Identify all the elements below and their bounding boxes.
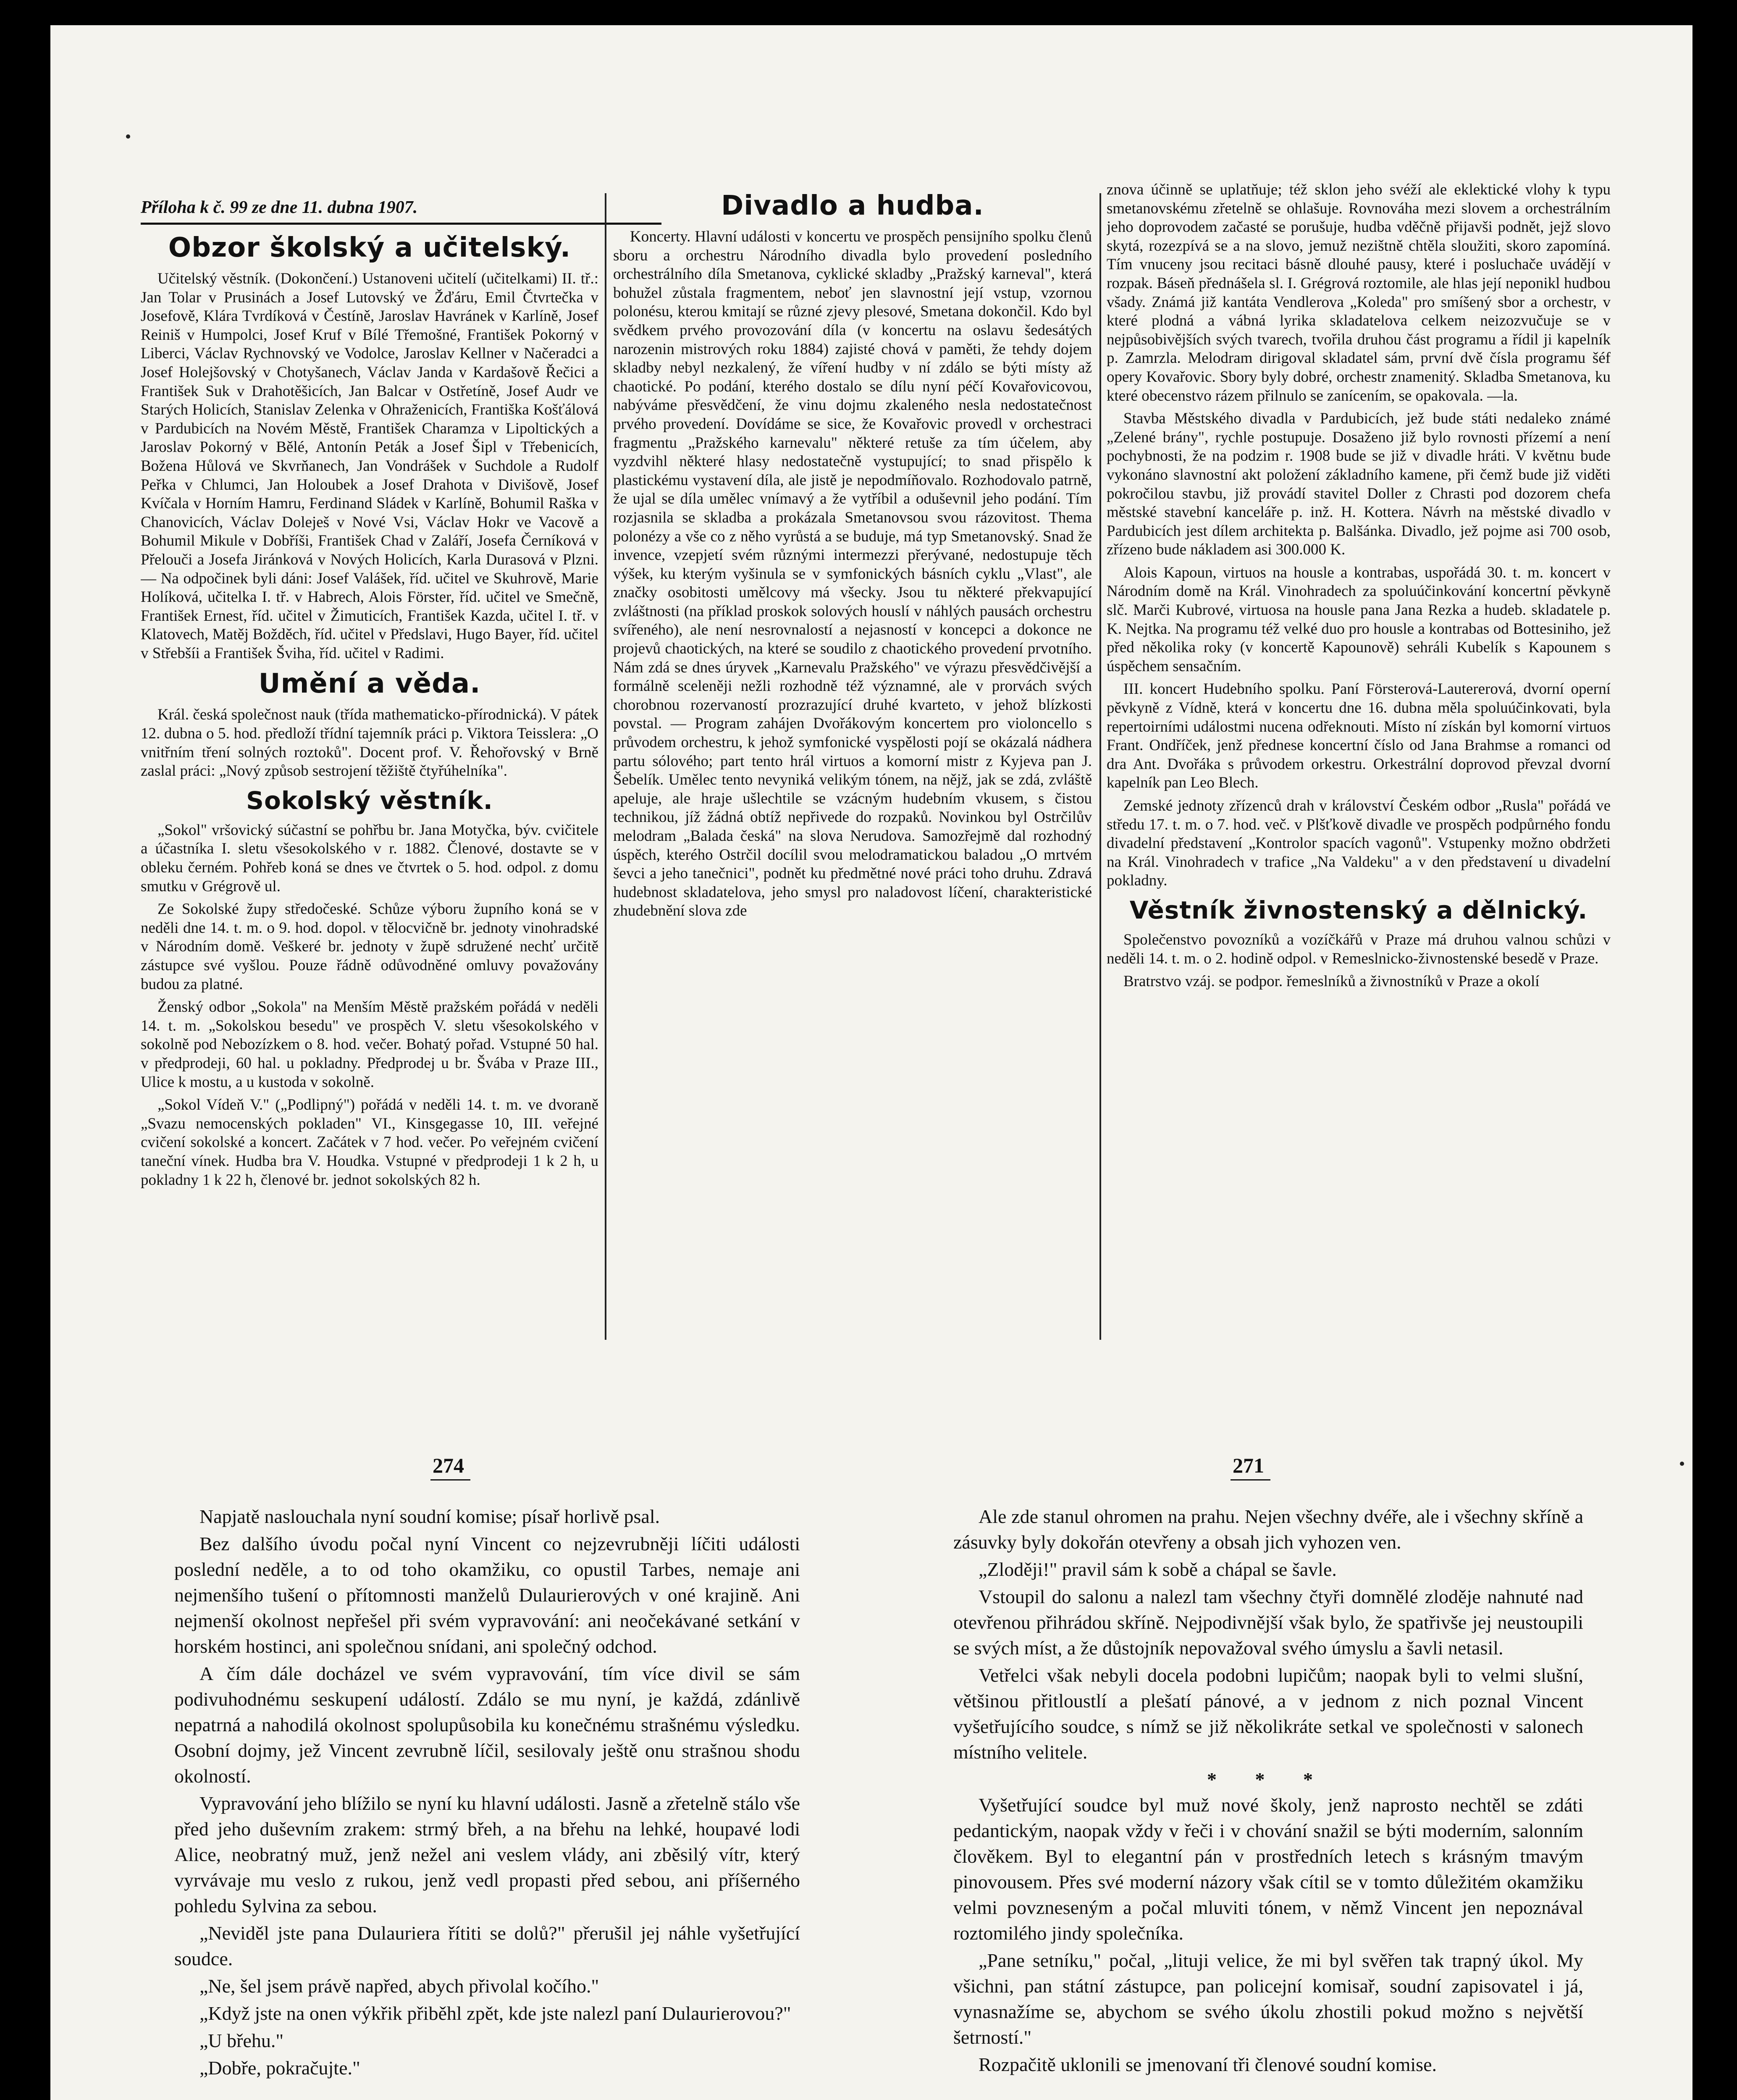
trade-paragraph: Bratrstvo vzáj. se podpor. řemeslníků a živnostníků v Praze a okolí (1123, 973, 1540, 990)
sokol-paragraph: „Sokol Vídeň V." („Podlipný") pořádá v neděli 14. t. m. ve dvoraně „Svazu nemocenských pokladen" VI., Kinsgegasse 10, III. veřejné cvičení sokolské a koncert. Začátek v 7 hod. večer. Po veřejném cvičení taneční vínek. Hudba bra V. Houdka. Vstupné v předprodeji 1 k 2 h, u pokladny 1 k 22 h, členové br. jednot sokolských 82 h. (141, 1096, 598, 1189)
scan-speck (126, 134, 130, 139)
book-paragraph: A čím dále docházel ve svém vypravování, tím více divil se sám podivuhodnému seskupení událostí. Zdálo se mu nyní, je každá, zdánlivě nepatrná a nahodilá okolnost spolupůsobila ku konečnému strašnému výsledku. Osobní dojmy, jež Vincent zevrubně líčil, sesilovaly ještě onu strašnou shodu okolností. (174, 1663, 800, 1787)
music-paragraph: Zemské jednoty zřízenců drah v království Českém odbor „Rusla" pořádá ve středu 17. t. m. o 7. hod. več. v Plšťkově divadle ve prospěch podpůrného fondu divadelní představení „Kontrolor spacích vagonů". Vstupenky možno obdržeti na Král. Vinohradech v trafice „Na Valdeku" a v den představení u divadelní pokladny. (1107, 797, 1611, 890)
art-paragraph: Král. česká společnost nauk (třída mathematicko-přírodnická). V pátek 12. dubna o 5. hod. předloží třídní tajemník práci p. Viktora Teisslera: „O vnitřním tření solných roztoků". Docent prof. V. Řehořovský v Brně zaslal práci: „Nový způsob sestrojení těžiště čtyřúhelníka". (141, 706, 598, 780)
sokol-paragraph: „Sokol" vršovický súčastní se pohřbu br. Jana Motyčka, býv. cvičitele a účastníka I. sletu všesokolského v r. 1882. Členové, dostavte se v obleku černém. Pohřeb koná se dnes ve čtvrtek o 5. hod. odpol. z domu smutku v Grégrově ul. (141, 821, 598, 895)
supplement-header: Příloha k č. 99 ze dne 11. dubna 1907. (141, 198, 418, 217)
header-rule (141, 223, 661, 225)
theatre-paragraph: Koncerty. Hlavní události v koncertu ve prospěch pensijního spolku členů sboru a orchestru Národního divadla bylo provedení posledního orchestrálního díla Smetanova, cyklické skladby „Pražský karneval", která bohužel zůstala fragmentem, neboť jen slavnostní její vstup, vzornou polonésu, kterou kmitají se různé zjevy plesové, Smetana dokončil. Kdo byl svědkem prvého provozování díla (v koncertu na oslavu šedesátých narozenin mistrových roku 1884) zajisté chová v paměti, že tehdy dojem skladby nebyl nezkalený, že víření hudby v ní zdálo se býti místy až chaotické. Po podání, kterého dostalo se dílu nyní péčí Kovařovicovou, nabýváme přesvědčení, že vinu dojmu zkaleného nesla nedostatečnost prvého provedení. Dovídáme se sice, že Kovařovic provedl v orchestraci fragmentu „Pražského karnevalu" některé retuše za tím účelem, aby vyzdvihl některé hlasy nedostatečně vystupující; to snad přispělo k plastickému vystavení díla, ale jistě je nepodmíňovalo. Rozhodovalo patrně, že ujal se díla umělec vnímavý a že vytříbil a oduševnil jeho podání. Tím rozjasnila se skladba a prokázala Smetanovsou svou rázovitost. Thema polonézy a vše co z něho vyrůstá a se buduje, má typ Smetanovský. Snad že invence, vzepjetí svém různými intermezzi přerývané, nedostupuje těch výšek, ku kterým vyšinula se v symfonických básních cyklu „Vlast", ale značky osobitosti umělcovy má všecky. Jsou tu některé překvapující zvláštnosti (na příklad proskok solových houslí v náhlých pausách orchestru svířeného), ale není nesrovnalostí a nejasností v koncepci a dokonce ne projevů chaotických, na které se soudilo z chaotického provedení prvotního. Nám zdá se dnes úryvek „Karnevalu Pražského" ve výrazu přesvědčivější a formálně sceleněji nežli rozhodně též významné, ale v prorvách svých chorobnou rozervaností prozrazující druhé kvarteto, v jehož blízkosti povstal. — Program zahájen Dvořákovým koncertem pro violoncello s průvodem orchestru, k jehož symfonické vyspělosti pojí se okázalá nádhera partu sólového; part tento hrál virtuos a komorní mistr z Kyjeva pan J. Šebelík. Umělec tento nevyniká velikým tónem, na nějž, jak se zdá, zvláště apeluje, ale hraje ušlechtile se vzácným hudebním vkusem, s čistou technikou, jíž žádná obtíž nepřivede do rozpaků. Novinkou byl Ostrčilův melodram „Balada česká" na slova Nerudova. Samozřejmě dal rozhodný úspěch, kterého Ostrčil docílil svou melodramatickou baladou „O mrtvém ševci a jeho tanečnici", podnět ku předmětné nové práci toho druhu. Zdravá hudebnost skladatelova, jeho smysl pro naladovost líčení, charakteristické zhudebnění slova zde (613, 228, 1092, 920)
column-divider (605, 193, 606, 1340)
book-paragraph: „Pane setníku," počal, „lituji velice, že mi byl svěřen tak trapný úkol. My všichni, pan státní zástupce, pan policejní komisař, soudní zapisovatel i já, vynasnažíme se, abychom se svého úkolu zhostili pokud možno s největší šetrností." (953, 1950, 1583, 2048)
page-number-right: 271 (1233, 1454, 1264, 1477)
music-paragraph: Alois Kapoun, virtuos na housle a kontrabas, uspořádá 30. t. m. koncert v Národním domě na Král. Vinohradech za spoluúčinkování koncertní pěvkyně slč. Marči Kubrové, virtuosa na housle pana Jana Rezka a hudeb. skladatele p. K. Nejtka. Na programu též velké duo pro housle a kontrabas od Bottesiniho, jež před několika roky (v koncertě Kapounově) sehráli Kubelík s Kapounem s úspěchem sensačním. (1107, 564, 1611, 675)
theatre-section-title: Divadlo a hudba. (721, 190, 984, 221)
school-paragraph: Učitelský věstník. (Dokončení.) Ustanoveni učitelí (učitelkami) II. tř.: Jan Tolar v Prusinách a Josef Lutovský ve Žďáru, Emil Čtvrtečka v Josefově, Klára Tvrdíková v Čestíně, Jaroslav Havránek v Karlíně, Josef Reiniš v Humpolci, Josef Kruf v Bílé Třemošné, František Pokorný v Liberci, Václav Rychnovský ve Vodolce, Jaroslav Kellner v Načeradci a Josef Holejšovský v Chotyšanech, Václav Janda v Kardašově Řečici a František Suk v Drahotěšicích, Jan Balcar v Ostřetíně, Josef Audr ve Starých Holicích, Stanislav Zelenka v Ohraženicích, Františka Košťálová v Pardubicích na Novém Městě, František Charamza v Lipoltických a Jaroslav Pokorný v Bělé, Antonín Peták a Josef Šipl v Třebenicích, Božena Hůlová ve Skvrňanech, Jan Vondrášek v Suchdole a Rudolf Peřka v Chlumci, Jan Holoubek a Josef Drahota v Divišově, Josef Kvíčala v Horním Hamru, Ferdinand Sládek v Karlíně, Bohumil Raška v Chanovicích, Václav Doleješ v Nové Vsi, Václav Hokr ve Vacově a Bohumil Mikule v Dobříši, František Chad v Zaláří, Josefa Černíková v Přelouči a Josefa Jiránková v Nových Holicích, Karla Durasová v Plzni. — Na odpočinek byli dáni: Josef Valášek, říd. učitel ve Skuhrově, Marie Holíková, učitelka I. tř. v Habrech, Alois Förster, říd. učitel ve Smečně, František Ernest, říd. učitel v Žimuticích, František Kazda, učitel I. tř. v Klatovech, Matěj Božděch, říd. učitel v Předslavi, Hugo Bayer, říd. učitel v Střebšíi a František Šviha, říd. učitel v Radimi. (141, 270, 598, 662)
trade-section-title: Věstník živnostenský a dělnický. (1129, 895, 1588, 924)
book-paragraph: Vetřelci však nebyli docela podobni lupičům; naopak byli to velmi slušní, většinou přitloustlí a plešatí pánové, a v jednom z nich poznal Vincent vyšetřujícího soudce, s nímž se již několikráte setkal ve společnosti v salonech místního velitele. (953, 1664, 1583, 1763)
page-number-left: 274 (433, 1454, 464, 1477)
book-paragraph: „Neviděl jste pana Dulauriera řítiti se dolů?" přerušil jej náhle vyšetřující soudce. (174, 1922, 800, 1969)
book-paragraph: Napjatě naslouchala nyní soudní komise; písař horlivě psal. (199, 1506, 660, 1527)
book-paragraph: Vyšetřující soudce byl muž nové školy, jenž naprosto nechtěl se zdáti pedantickým, naopak vždy v řeči i v chování snažil se býti moderním, salonním člověkem. Byl to elegantní pán v prostředních letech s krásným tmavým pinovousem. Přes své moderní názory však cítil se v tomto důležitém okamžiku velmi povzneseným a počal mluviti tónem, v němž Vincent jen nepoznával roztomilého jindy společníka. (953, 1794, 1583, 1944)
music-paragraph: znova účinně se uplatňuje; též sklon jeho svéží ale eklektické vlohy k typu smetanovskému zřetelně se ohlašuje. Rovnováha mezi slovem a orchestrálním jeho doprovodem začasté se porušuje, hudba vděčně přijavši podnět, jejž slovo skytá, rozezpívá se a na slovo, jemuž nezištně chtěla sloužiti, skoro zapomíná. Tím vnuceny jsou recitaci básně dlouhé pausy, které i posluchače uvádějí v rozpak. Báseň přednášela sl. I. Grégrová roztomile, ale hlas její neponikl hudbou všady. Známá již kantáta Vendlerova „Koleda" pro smíšený sbor a orchestr, v které plodná a vábná lyrika skladatelova celkem neizozvučuje se v nejpůsobivějších svých tvarech, tvořila druhou část programu a řídil ji kapelník p. Zamrzla. Melodram dirigoval skladatel sám, první dvě čísla programu šéf opery Kovařovic. Sbory byly dobré, orchestr znamenitý. Skladba Smetanova, ku které obecenstvo rázem přilnulo se zanícením, se opakovala. —la. (1107, 181, 1611, 404)
newspaper-column-middle (613, 185, 1092, 1352)
book-paragraph: Vypravování jeho blížilo se nyní ku hlavní události. Jasně a zřetelně stálo vše před jeho duševním zrakem: strmý břeh, a na břehu na lehké, houpavé lodi Alice, neobratný muž, jenž nežel ani veslem vlády, ani zběsilý vítr, který vyrvávaje mu veslo z rukou, jenž vedl propasti před sebou, ani příšerného pohledu Sylvina za sebou. (174, 1793, 800, 1916)
art-section-title: Umění a věda. (258, 668, 481, 700)
scanned-page (50, 25, 1692, 2100)
book-paragraph: Vstoupil do salonu a nalezl tam všechny čtyři domnělé zloděje nahnuté nad otevřenou přihrádou skříně. Nejpodivnější však bylo, že spatřivše jej neustoupili se svých míst, a že důstojník nepovažoval svého úmyslu a šavli netasil. (953, 1586, 1583, 1659)
sokol-paragraph: Ze Sokolské župy středočeské. Schůze výboru župního koná se v neděli dne 14. t. m. o 9. hod. dopol. v tělocvičně br. jednoty vinohradské v Národním domě. Veškeré br. jednoty v župě sdružené nechť určitě zástupce své vyšlou. Pouze řádně odůvodněné omluvy považovány budou za platné. (141, 900, 598, 993)
school-section-title: Obzor školský a učitelský. (168, 232, 571, 263)
book-page-right (953, 1504, 1583, 2100)
book-paragraph: „Když jste na onen výkřik přiběhl zpět, kde jste nalezl paní Dulaurierovou?" (199, 2003, 791, 2024)
sokol-section-title: Sokolský věstník. (246, 786, 493, 815)
sokol-paragraph: Ženský odbor „Sokola" na Menším Městě pražském pořádá v neděli 14. t. m. „Sokolskou besedu" ve prospěch V. sletu všesokolského v sokolně pod Nebozízkem o 8. hod. večer. Bohatý pořad. Vstupné 50 hal. v předprodeji, 60 hal. u pokladny. Předprodej u br. Švába v Praze III., Ulice k mostu, a u kustoda v sokolně. (141, 998, 598, 1091)
music-paragraph: III. koncert Hudebního spolku. Paní Försterová-Lautererová, dvorní operní pěvkyně z Vídně, která v koncertu dne 16. dubna měla spoluúčinkovati, byla repertoirními událostmi nucena odřeknouti. Místo ní získán byl komorní virtuos Frant. Ondříček, jenž přednese koncertní číslo od Jana Brahmse a romanci od dra Ant. Dvořáka s průvodem orkestru. Orkestrální doprovod převzal dvorní kapelník pan Leo Blech. (1107, 680, 1611, 792)
book-paragraph: „Dobře, pokračujte." (199, 2057, 360, 2079)
book-page-left (174, 1504, 800, 2100)
newspaper-column-right (1107, 181, 1611, 1352)
section-stars: * * * (1207, 1769, 1330, 1790)
book-paragraph: Bez dalšího úvodu počal nyní Vincent co nejzevrubněji líčiti události poslední neděle, a to od toho okamžiku, co opustil Tarbes, nemaje ani nejmenšího tušení o přítomnosti manželů Dulaurierových v oné krajině. Ani nejmenší okolnost nepřešel při svém vypravování: ani neočekávané setkání v horském hostinci, ani společnou snídani, ani společný odchod. (174, 1533, 800, 1657)
book-paragraph: „Ne, šel jsem právě napřed, abych přivolal kočího." (199, 1975, 599, 1997)
column-divider (1099, 193, 1101, 1340)
newspaper-column-left (141, 227, 598, 1352)
book-paragraph: „Zloději!" pravil sám k sobě a chápal se šavle. (979, 1559, 1337, 1580)
scan-speck (1680, 1462, 1684, 1466)
book-paragraph: Rozpačitě uklonili se jmenovaní tři členové soudní komise. (979, 2054, 1437, 2075)
book-paragraph: Ale zde stanul ohromen na prahu. Nejen všechny dvéře, ale i všechny skříně a zásuvky byly dokořán otevřeny a obsah jich vyhozen ven. (953, 1506, 1583, 1553)
book-paragraph: „U břehu." (199, 2030, 284, 2051)
page-number-rule (430, 1479, 470, 1480)
page-number-rule (1231, 1479, 1270, 1480)
trade-paragraph: Společenstvo povozníků a vozíčkářů v Praze má druhou valnou schůzi v neděli 14. t. m. o 2. hodině odpol. v Remeslnicko-živnostenské besedě v Praze. (1107, 931, 1611, 967)
music-paragraph: Stavba Městského divadla v Pardubicích, jež bude státi nedaleko známé „Zelené brány", rychle postupuje. Dosaženo již bylo rovnosti přízemí a není pochybnosti, že na podzim r. 1908 bude se již v divadle hráti. V květnu bude vykonáno slavnostní akt položení základního kamene, při čemž bude již viděti pokročilou stavbu, již provádí stavitel Doller z Chrasti pod dozorem chefa městské stavební kanceláře p. inž. H. Kottera. Návrh na městské divadlo v Pardubicích jest dílem architekta p. Balšánka. Divadlo, jež pojme asi 700 osob, zřízeno bude nákladem asi 300.000 K. (1107, 410, 1611, 559)
